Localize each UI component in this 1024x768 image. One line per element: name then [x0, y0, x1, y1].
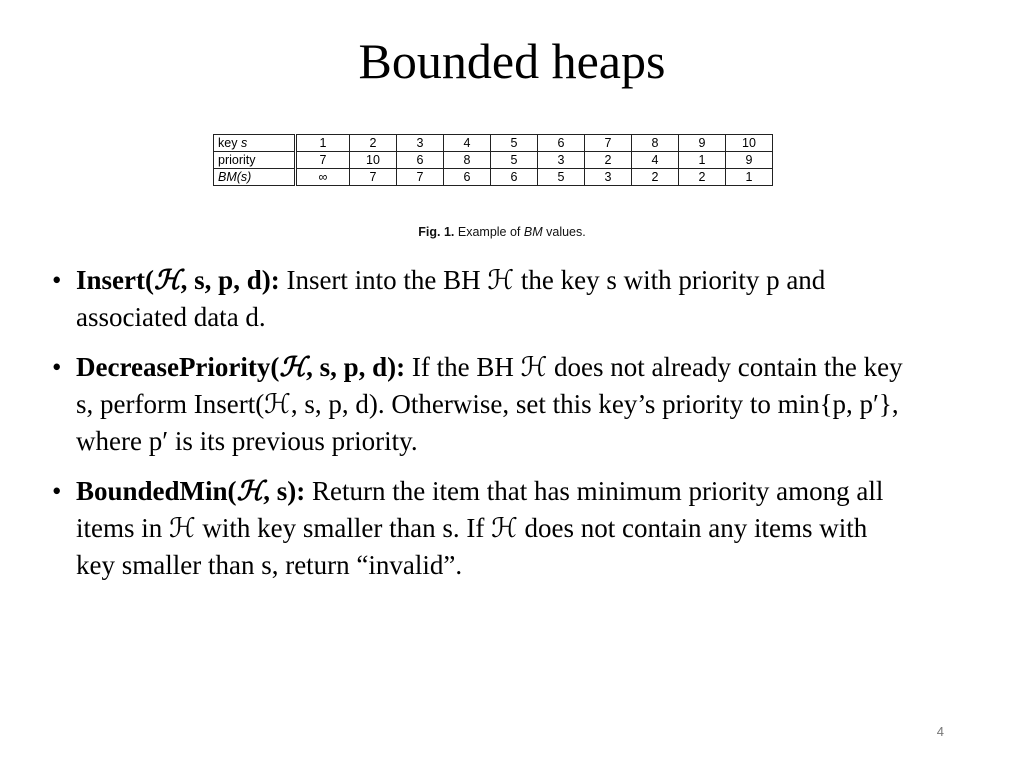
bullet-dot: • — [52, 476, 62, 506]
table-cell: 7 — [585, 135, 632, 152]
table-cell: 7 — [397, 169, 444, 186]
row-label-bm: BM(s) — [214, 169, 296, 186]
table-cell: 1 — [726, 169, 773, 186]
table-cell: 5 — [538, 169, 585, 186]
row-label-key: key s — [214, 135, 296, 152]
table-cell: 3 — [397, 135, 444, 152]
table-cell: 7 — [296, 152, 350, 169]
bm-values-table — [213, 134, 773, 186]
table-cell: 7 — [350, 169, 397, 186]
table-cell: 2 — [679, 169, 726, 186]
list-item-insert: • Insert(ℋ, s, p, d): Insert into the BH ℋ the key s with priority p and associated data d. — [52, 262, 912, 336]
table-cell: 4 — [632, 152, 679, 169]
table-cell: 3 — [538, 152, 585, 169]
operations-list — [52, 262, 912, 597]
table-cell: 9 — [679, 135, 726, 152]
table-cell: ∞ — [296, 169, 350, 186]
table-cell: 8 — [444, 152, 491, 169]
table-cell: 6 — [397, 152, 444, 169]
table-cell: 4 — [444, 135, 491, 152]
table-cell: 9 — [726, 152, 773, 169]
table-cell: 1 — [679, 152, 726, 169]
table-cell: 6 — [444, 169, 491, 186]
table-cell: 2 — [585, 152, 632, 169]
bullet-dot: • — [52, 265, 62, 295]
table-row-bm — [214, 169, 773, 186]
table-cell: 6 — [538, 135, 585, 152]
table-cell: 5 — [491, 135, 538, 152]
table-cell: 2 — [350, 135, 397, 152]
row-label-priority: priority — [214, 152, 296, 169]
caption-label: Fig. 1. — [418, 225, 455, 239]
slide-title: Bounded heaps — [358, 33, 666, 89]
table-cell: 10 — [350, 152, 397, 169]
list-item-bounded-min: • BoundedMin(ℋ, s): Return the item that has minimum priority among all items in ℋ with key smaller than s. If ℋ does not contain any items with key smaller than s, return “invalid”. — [52, 473, 912, 584]
table-cell: 3 — [585, 169, 632, 186]
table-cell: 1 — [296, 135, 350, 152]
list-item-decrease-priority: • DecreasePriority(ℋ, s, p, d): If the BH ℋ does not already contain the key s, perform Insert(ℋ, s, p, d). Otherwise, set this key’s priority to min{p, p′}, where p′ is its previous priority. — [52, 349, 912, 460]
table-cell: 10 — [726, 135, 773, 152]
page-number: 4 — [936, 724, 944, 739]
bullet-dot: • — [52, 352, 62, 382]
table-row-priority — [214, 152, 773, 169]
table-row-key — [214, 135, 773, 152]
table-cell: 6 — [491, 169, 538, 186]
table-cell: 5 — [491, 152, 538, 169]
table-cell: 8 — [632, 135, 679, 152]
table-cell: 2 — [632, 169, 679, 186]
figure-caption: Fig. 1. Example of BM values. — [418, 225, 586, 239]
